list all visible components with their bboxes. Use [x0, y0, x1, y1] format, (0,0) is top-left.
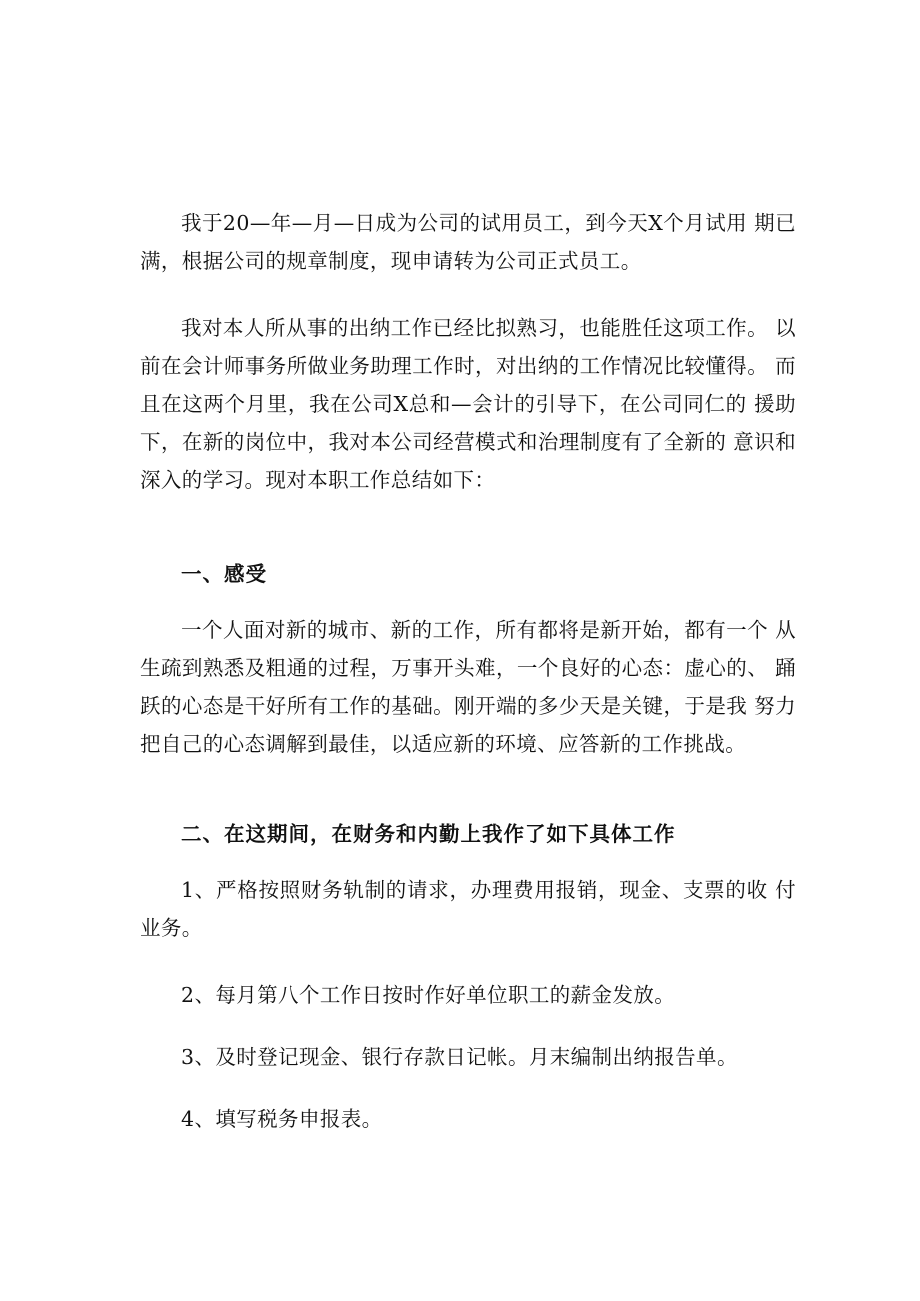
list-item-salary-payment: 2、每月第八个工作日按时作好单位职工的薪金发放。 — [181, 983, 676, 1007]
list-item-expense-reimbursement: 1、严格按照财务轨制的请求，办理费用报销，现金、支票的收 付业务。 — [140, 878, 796, 940]
section-heading-specific-work: 二、在这期间，在财务和内勤上我作了如下具体工作 — [181, 822, 676, 846]
paragraph-work-familiarity: 我对本人所从事的出纳工作已经比拟熟习，也能胜任这项工作。 以前在会计师事务所做业务助理工作时，对出纳的工作情况比较懂得。 而且在这两个月里，我在公司X总和—会计的引导下，在公司同仁的 援助下，在新的岗位中，我对本公司经营模式和治理制度有了全新的 意识和深入的学习。现对本职工作总结如下： — [140, 316, 796, 492]
list-item-tax-declaration: 4、填写税务申报表。 — [181, 1107, 383, 1131]
paragraph-probation-intro: 我于20—年—月—日成为公司的试用员工，到今天X个月试用 期已满，根据公司的规章制度，现申请转为公司正式员工。 — [140, 211, 796, 273]
paragraph-mindset: 一个人面对新的城市、新的工作，所有都将是新开始，都有一个 从生疏到熟悉及粗通的过程，万事开头难，一个良好的心态：虚心的、 踊跃的心态是干好所有工作的基础。刚开端的多少天是关键，于是我 努力把自己的心态调解到最佳，以适应新的环境、应答新的工作挑战。 — [140, 618, 796, 756]
section-heading-feelings: 一、感受 — [181, 562, 267, 586]
list-item-journal-registration: 3、及时登记现金、银行存款日记帐。月末编制出纳报告单。 — [181, 1045, 738, 1069]
